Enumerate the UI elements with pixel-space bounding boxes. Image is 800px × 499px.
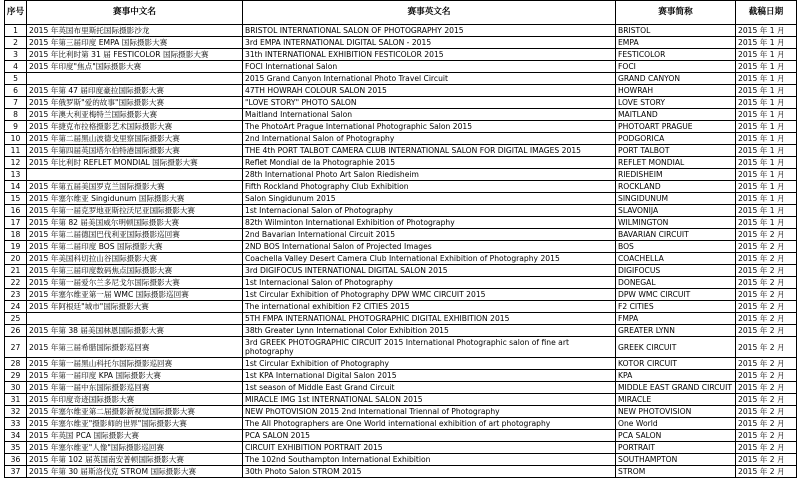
abbreviation-cell: MAITLAND <box>616 109 736 121</box>
header-en-name: 赛事英文名 <box>243 1 616 25</box>
table-row <box>5 253 797 265</box>
table-row <box>5 61 797 73</box>
deadline-cell: 2015 年 1 月 <box>736 97 797 109</box>
header-deadline: 截稿日期 <box>736 1 797 25</box>
table-row <box>5 370 797 382</box>
english-name-cell: THE 4th PORT TALBOT CAMERA CLUB INTERNATIONAL SALON FOR DIGITAL IMAGES 2015 <box>243 145 616 157</box>
english-name-cell: BRISTOL INTERNATIONAL SALON OF PHOTOGRAPHY 2015 <box>243 25 616 37</box>
chinese-name-cell: 2015 年第一届爱尔兰多尼戈尔国际摄影大赛 <box>27 277 243 289</box>
table-row <box>5 109 797 121</box>
abbreviation-cell: GREATER LYNN <box>616 325 736 337</box>
english-name-cell: 47TH HOWRAH COLOUR SALON 2015 <box>243 85 616 97</box>
row-number-cell: 13 <box>5 169 27 181</box>
chinese-name-cell: 2015 年第三届印度数码焦点国际摄影大赛 <box>27 265 243 277</box>
row-number-cell: 30 <box>5 382 27 394</box>
table-row <box>5 121 797 133</box>
abbreviation-cell: RIEDISHEIM <box>616 169 736 181</box>
header-cn-name: 赛事中文名 <box>27 1 243 25</box>
abbreviation-cell: REFLET MONDIAL <box>616 157 736 169</box>
row-number-cell: 1 <box>5 25 27 37</box>
english-name-cell: 5TH FMPA INTERNATIONAL PHOTOGRAPHIC DIGITAL EXHIBITION 2015 <box>243 313 616 325</box>
english-name-cell: CIRCUIT EXHIBITION PORTRAIT 2015 <box>243 442 616 454</box>
chinese-name-cell: 2015 年第二届印度 BOS 国际摄影大赛 <box>27 241 243 253</box>
abbreviation-cell: MIRACLE <box>616 394 736 406</box>
abbreviation-cell: PCA SALON <box>616 430 736 442</box>
abbreviation-cell: PORT TALBOT <box>616 145 736 157</box>
english-name-cell: 2nd Bavarian International Circuit 2015 <box>243 229 616 241</box>
chinese-name-cell: 2015 年第二届德国巴伐利亚国际摄影巡回赛 <box>27 229 243 241</box>
abbreviation-cell: DPW WMC CIRCUIT <box>616 289 736 301</box>
abbreviation-cell: HOWRAH <box>616 85 736 97</box>
table-row <box>5 157 797 169</box>
row-number-cell: 10 <box>5 133 27 145</box>
abbreviation-cell: FESTICOLOR <box>616 49 736 61</box>
row-number-cell: 31 <box>5 394 27 406</box>
deadline-cell: 2015 年 2 月 <box>736 370 797 382</box>
row-number-cell: 12 <box>5 157 27 169</box>
row-number-cell: 34 <box>5 430 27 442</box>
abbreviation-cell: DIGIFOCUS <box>616 265 736 277</box>
row-number-cell: 26 <box>5 325 27 337</box>
row-number-cell: 6 <box>5 85 27 97</box>
english-name-cell: Reflet Mondial de la Photographie 2015 <box>243 157 616 169</box>
deadline-cell: 2015 年 2 月 <box>736 253 797 265</box>
row-number-cell: 19 <box>5 241 27 253</box>
english-name-cell: 1st season of Middle East Grand Circuit <box>243 382 616 394</box>
chinese-name-cell: 2015 年俄罗斯"爱的故事"国际摄影大赛 <box>27 97 243 109</box>
chinese-name-cell: 2015 年第 47 届印度豪拉国际摄影大赛 <box>27 85 243 97</box>
chinese-name-cell: 2015 年美国科切拉山谷国际摄影大赛 <box>27 253 243 265</box>
chinese-name-cell: 2015 年第一届克罗地亚斯拉沃尼亚国际摄影大赛 <box>27 205 243 217</box>
row-number-cell: 17 <box>5 217 27 229</box>
deadline-cell: 2015 年 2 月 <box>736 442 797 454</box>
table-row <box>5 193 797 205</box>
chinese-name-cell <box>27 313 243 325</box>
table-row <box>5 145 797 157</box>
table-row <box>5 73 797 85</box>
row-number-cell: 21 <box>5 265 27 277</box>
abbreviation-cell: GREEK CIRCUIT <box>616 337 736 358</box>
table-row <box>5 205 797 217</box>
deadline-cell: 2015 年 2 月 <box>736 418 797 430</box>
table-row <box>5 37 797 49</box>
row-number-cell: 11 <box>5 145 27 157</box>
chinese-name-cell: 2015 年比利时第 31 届 FESTICOLOR 国际摄影大赛 <box>27 49 243 61</box>
english-name-cell: The All Photographers are One World international exhibition of art photography <box>243 418 616 430</box>
chinese-name-cell: 2015 年阿根廷"城市"国际摄影大赛 <box>27 301 243 313</box>
deadline-cell: 2015 年 1 月 <box>736 85 797 97</box>
deadline-cell: 2015 年 2 月 <box>736 382 797 394</box>
table-row <box>5 337 797 358</box>
table-row <box>5 394 797 406</box>
deadline-cell: 2015 年 1 月 <box>736 61 797 73</box>
chinese-name-cell: 2015 年塞尔维亚第二届摄影新视觉国际摄影大赛 <box>27 406 243 418</box>
row-number-cell: 25 <box>5 313 27 325</box>
row-number-cell: 28 <box>5 358 27 370</box>
row-number-cell: 23 <box>5 289 27 301</box>
deadline-cell: 2015 年 2 月 <box>736 394 797 406</box>
table-row <box>5 289 797 301</box>
chinese-name-cell: 2015 年英国布里斯托国际摄影沙龙 <box>27 25 243 37</box>
chinese-name-cell: 2015 年第一届印度 KPA 国际摄影大赛 <box>27 370 243 382</box>
abbreviation-cell: COACHELLA <box>616 253 736 265</box>
table-row <box>5 313 797 325</box>
table-row <box>5 418 797 430</box>
english-name-cell: 1st Circular Exhibition of Photography DPW WMC CIRCUIT 2015 <box>243 289 616 301</box>
table-row <box>5 265 797 277</box>
abbreviation-cell: BAVARIAN CIRCUIT <box>616 229 736 241</box>
chinese-name-cell: 2015 年第一届中东国际摄影巡回赛 <box>27 382 243 394</box>
abbreviation-cell: F2 CITIES <box>616 301 736 313</box>
deadline-cell: 2015 年 2 月 <box>736 241 797 253</box>
abbreviation-cell: LOVE STORY <box>616 97 736 109</box>
deadline-cell: 2015 年 2 月 <box>736 454 797 466</box>
deadline-cell: 2015 年 1 月 <box>736 217 797 229</box>
header-no: 序号 <box>5 1 27 25</box>
abbreviation-cell: STROM <box>616 466 736 478</box>
deadline-cell: 2015 年 1 月 <box>736 73 797 85</box>
deadline-cell: 2015 年 2 月 <box>736 325 797 337</box>
row-number-cell: 36 <box>5 454 27 466</box>
english-name-cell: 1st Internacional Salon of Photography <box>243 277 616 289</box>
table-row <box>5 382 797 394</box>
deadline-cell: 2015 年 2 月 <box>736 265 797 277</box>
abbreviation-cell: SINGIDUNUM <box>616 193 736 205</box>
deadline-cell: 2015 年 1 月 <box>736 37 797 49</box>
chinese-name-cell: 2015 年英国 PCA 国际摄影大赛 <box>27 430 243 442</box>
row-number-cell: 22 <box>5 277 27 289</box>
english-name-cell: 3rd EMPA INTERNATIONAL DIGITAL SALON - 2015 <box>243 37 616 49</box>
row-number-cell: 33 <box>5 418 27 430</box>
deadline-cell: 2015 年 1 月 <box>736 49 797 61</box>
row-number-cell: 8 <box>5 109 27 121</box>
abbreviation-cell: BOS <box>616 241 736 253</box>
chinese-name-cell: 2015 年第五届美国罗克兰国际摄影大赛 <box>27 181 243 193</box>
chinese-name-cell: 2015 年塞尔维亚 Singidunum 国际摄影大赛 <box>27 193 243 205</box>
english-name-cell: 28th International Photo Art Salon Riedisheim <box>243 169 616 181</box>
table-row <box>5 229 797 241</box>
deadline-cell: 2015 年 1 月 <box>736 109 797 121</box>
row-number-cell: 27 <box>5 337 27 358</box>
abbreviation-cell: GRAND CANYON <box>616 73 736 85</box>
abbreviation-cell: MIDDLE EAST GRAND CIRCUIT <box>616 382 736 394</box>
table-row <box>5 85 797 97</box>
row-number-cell: 3 <box>5 49 27 61</box>
row-number-cell: 5 <box>5 73 27 85</box>
deadline-cell: 2015 年 1 月 <box>736 205 797 217</box>
table-row <box>5 133 797 145</box>
english-name-cell: Salon Singidunum 2015 <box>243 193 616 205</box>
english-name-cell: The 102nd Southampton International Exhibition <box>243 454 616 466</box>
english-name-cell: 2nd International Salon of Photography <box>243 133 616 145</box>
abbreviation-cell: SLAVONIJA <box>616 205 736 217</box>
competition-table <box>4 0 797 478</box>
english-name-cell: MIRACLE IMG 1st INTERNATIONAL SALON 2015 <box>243 394 616 406</box>
table-row <box>5 358 797 370</box>
chinese-name-cell: 2015 年塞尔维亚"人像"国际摄影巡回赛 <box>27 442 243 454</box>
row-number-cell: 4 <box>5 61 27 73</box>
table-row <box>5 430 797 442</box>
english-name-cell: 30th Photo Salon STROM 2015 <box>243 466 616 478</box>
english-name-cell: "LOVE STORY" PHOTO SALON <box>243 97 616 109</box>
row-number-cell: 35 <box>5 442 27 454</box>
english-name-cell: Coachella Valley Desert Camera Club International Exhibition of Photography 2015 <box>243 253 616 265</box>
english-name-cell: 31th INTERNATIONAL EXHIBITION FESTICOLOR 2015 <box>243 49 616 61</box>
abbreviation-cell: PHOTOART PRAGUE <box>616 121 736 133</box>
deadline-cell: 2015 年 2 月 <box>736 358 797 370</box>
abbreviation-cell: WILMINGTON <box>616 217 736 229</box>
chinese-name-cell: 2015 年捷克布拉格摄影艺术国际摄影大赛 <box>27 121 243 133</box>
row-number-cell: 32 <box>5 406 27 418</box>
table-body <box>5 25 797 478</box>
table-row <box>5 217 797 229</box>
chinese-name-cell: 2015 年第二届黑山波德戈里察国际摄影大赛 <box>27 133 243 145</box>
english-name-cell: NEW PhOTOVISION 2015 2nd International Triennal of Photography <box>243 406 616 418</box>
row-number-cell: 16 <box>5 205 27 217</box>
table-row <box>5 442 797 454</box>
chinese-name-cell: 2015 年塞尔维亚"摄影师的世界"国际摄影大赛 <box>27 418 243 430</box>
row-number-cell: 2 <box>5 37 27 49</box>
deadline-cell: 2015 年 1 月 <box>736 181 797 193</box>
chinese-name-cell: 2015 年第一届黑山科托尔国际摄影巡回赛 <box>27 358 243 370</box>
deadline-cell: 2015 年 1 月 <box>736 169 797 181</box>
chinese-name-cell: 2015 年澳大利亚梅特兰国际摄影大赛 <box>27 109 243 121</box>
abbreviation-cell: FMPA <box>616 313 736 325</box>
row-number-cell: 24 <box>5 301 27 313</box>
chinese-name-cell: 2015 年第 30 届斯洛伐克 STROM 国际摄影大赛 <box>27 466 243 478</box>
deadline-cell: 2015 年 2 月 <box>736 313 797 325</box>
abbreviation-cell: FOCI <box>616 61 736 73</box>
row-number-cell: 29 <box>5 370 27 382</box>
english-name-cell: FOCI International Salon <box>243 61 616 73</box>
deadline-cell: 2015 年 1 月 <box>736 157 797 169</box>
deadline-cell: 2015 年 2 月 <box>736 406 797 418</box>
chinese-name-cell: 2015 年印度"焦点"国际摄影大赛 <box>27 61 243 73</box>
table-row <box>5 325 797 337</box>
deadline-cell: 2015 年 2 月 <box>736 289 797 301</box>
deadline-cell: 2015 年 1 月 <box>736 121 797 133</box>
english-name-cell: 82th Wilminton International Exhibition of Photography <box>243 217 616 229</box>
deadline-cell: 2015 年 2 月 <box>736 337 797 358</box>
table-row <box>5 169 797 181</box>
english-name-cell: 1st Circular Exhibition of Photography <box>243 358 616 370</box>
row-number-cell: 37 <box>5 466 27 478</box>
table-row <box>5 25 797 37</box>
deadline-cell: 2015 年 2 月 <box>736 466 797 478</box>
chinese-name-cell <box>27 169 243 181</box>
row-number-cell: 14 <box>5 181 27 193</box>
abbreviation-cell: NEW PHOTOVISION <box>616 406 736 418</box>
header-row <box>5 1 797 25</box>
english-name-cell: 3rd GREEK PHOTOGRAPHIC CIRCUIT 2015 International Photographic salon of fine art photography <box>243 337 616 358</box>
table-row <box>5 454 797 466</box>
table-row <box>5 277 797 289</box>
abbreviation-cell: DONEGAL <box>616 277 736 289</box>
abbreviation-cell: KPA <box>616 370 736 382</box>
english-name-cell: 1st KPA International Digital Salon 2015 <box>243 370 616 382</box>
chinese-name-cell <box>27 73 243 85</box>
deadline-cell: 2015 年 2 月 <box>736 430 797 442</box>
chinese-name-cell: 2015 年第 82 届美国威尔明顿国际摄影大赛 <box>27 217 243 229</box>
chinese-name-cell: 2015 年第 38 届美国林恩国际摄影大赛 <box>27 325 243 337</box>
english-name-cell: 3rd DIGIFOCUS INTERNATIONAL DIGITAL SALON 2015 <box>243 265 616 277</box>
deadline-cell: 2015 年 1 月 <box>736 145 797 157</box>
table-row <box>5 406 797 418</box>
english-name-cell: Maitland International Salon <box>243 109 616 121</box>
chinese-name-cell: 2015 年第三届印度 EMPA 国际摄影大赛 <box>27 37 243 49</box>
english-name-cell: 2ND BOS International Salon of Projected Images <box>243 241 616 253</box>
table-row <box>5 181 797 193</box>
table-row <box>5 241 797 253</box>
deadline-cell: 2015 年 2 月 <box>736 277 797 289</box>
chinese-name-cell: 2015 年塞尔维亚第一届 WMC 国际摄影巡回赛 <box>27 289 243 301</box>
english-name-cell: 38th Greater Lynn International Color Exhibition 2015 <box>243 325 616 337</box>
chinese-name-cell: 2015 年比利时 REFLET MONDIAL 国际摄影大赛 <box>27 157 243 169</box>
english-name-cell: PCA SALON 2015 <box>243 430 616 442</box>
chinese-name-cell: 2015 年第 102 届英国南安普顿国际摄影大赛 <box>27 454 243 466</box>
chinese-name-cell: 2015 年第三届希腊国际摄影巡回赛 <box>27 337 243 358</box>
table-row <box>5 97 797 109</box>
deadline-cell: 2015 年 2 月 <box>736 229 797 241</box>
english-name-cell: The PhotoArt Prague International Photographic Salon 2015 <box>243 121 616 133</box>
abbreviation-cell: BRISTOL <box>616 25 736 37</box>
table-row <box>5 466 797 478</box>
abbreviation-cell: EMPA <box>616 37 736 49</box>
table-row <box>5 49 797 61</box>
deadline-cell: 2015 年 1 月 <box>736 193 797 205</box>
row-number-cell: 9 <box>5 121 27 133</box>
deadline-cell: 2015 年 1 月 <box>736 133 797 145</box>
abbreviation-cell: PORTRAIT <box>616 442 736 454</box>
abbreviation-cell: PODGORICA <box>616 133 736 145</box>
chinese-name-cell: 2015 年印度奇迹国际摄影大赛 <box>27 394 243 406</box>
chinese-name-cell: 2015 年第四届英国塔尔伯特港国际摄影大赛 <box>27 145 243 157</box>
row-number-cell: 7 <box>5 97 27 109</box>
header-abbr: 赛事简称 <box>616 1 736 25</box>
deadline-cell: 2015 年 1 月 <box>736 25 797 37</box>
abbreviation-cell: SOUTHAMPTON <box>616 454 736 466</box>
english-name-cell: Fifth Rockland Photography Club Exhibition <box>243 181 616 193</box>
row-number-cell: 15 <box>5 193 27 205</box>
table-row <box>5 301 797 313</box>
english-name-cell: The international exhibition F2 CITIES 2015 <box>243 301 616 313</box>
abbreviation-cell: ROCKLAND <box>616 181 736 193</box>
row-number-cell: 20 <box>5 253 27 265</box>
row-number-cell: 18 <box>5 229 27 241</box>
english-name-cell: 1st Internacional Salon of Photography <box>243 205 616 217</box>
english-name-cell: 2015 Grand Canyon International Photo Travel Circuit <box>243 73 616 85</box>
abbreviation-cell: One World <box>616 418 736 430</box>
deadline-cell: 2015 年 2 月 <box>736 301 797 313</box>
abbreviation-cell: KOTOR CIRCUIT <box>616 358 736 370</box>
